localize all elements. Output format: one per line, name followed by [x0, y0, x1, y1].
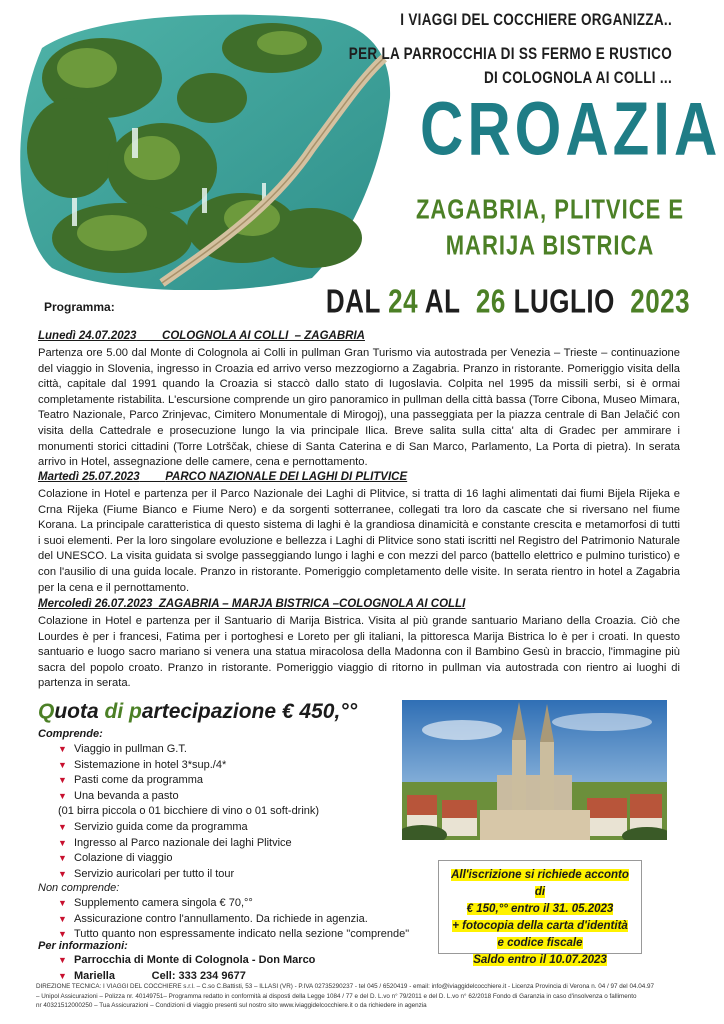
list-item: ▼ Servizio auricolari per tutto il tour: [58, 867, 292, 883]
list-item: ▼ Supplemento camera singola € 70,°°: [58, 896, 409, 912]
info-list: [58, 953, 315, 984]
footer-line: nr 40321512000250 – Tua Assicurazioni – Condizioni di viaggio presenti sul nostro sito www.iviaggidelcocchiere.it o da richiedere in agenzia: [36, 1002, 427, 1010]
list-item: ▼ Mariella Cell: 333 234 9677: [58, 969, 315, 985]
deposit-line: All'iscrizione si richiede acconto di: [451, 869, 629, 898]
comprende-label: Comprende:: [38, 728, 103, 740]
page-title: CROAZIA: [420, 87, 722, 171]
day-heading: Lunedì 24.07.2023 COLOGNOLA AI COLLI – ZAGABRIA: [38, 330, 365, 342]
non-comprende-label: Non comprende:: [38, 882, 120, 894]
subtitle-line-2: MARIJA BISTRICA: [445, 229, 655, 261]
trip-dates: DAL 24 AL 26 LUGLIO 2023: [325, 281, 691, 321]
arrow-bullet-icon: ▼: [58, 853, 67, 864]
footer-legal: [36, 982, 696, 1011]
arrow-bullet-icon: ▼: [58, 775, 67, 786]
list-item: ▼ Tutto quanto non espressamente indicato nella sezione "comprende": [58, 927, 409, 943]
arrow-bullet-icon: ▼: [58, 970, 67, 981]
deposit-notice: [438, 860, 642, 966]
day-heading: Martedì 25.07.2023 PARCO NAZIONALE DEI LAGHI DI PLITVICE: [38, 471, 408, 483]
info-label: Per informazioni:: [38, 940, 128, 952]
arrow-bullet-icon: ▼: [58, 868, 67, 879]
deposit-line: € 150,°° entro il 31. 05.2023: [466, 903, 614, 915]
footer-line: – Unipol Assicurazioni – Polizza nr. 40149751– Programma redatto in conformità ai disposti della Legge 1084 / 77 e del D. L.vo n° 79/2011 e del D. L.vo n° 62/2018 Fondo di Garanzia in caso d'insolvenza o fallimento: [36, 992, 637, 1000]
list-item: ▼ Colazione di viaggio: [58, 851, 292, 867]
day-heading: Mercoledì 26.07.2023 ZAGABRIA – MARJA BISTRICA –COLOGNOLA AI COLLI: [38, 598, 466, 610]
arrow-bullet-icon: ▼: [58, 759, 67, 770]
header-line-2: PER LA PARROCCHIA DI SS FERMO E RUSTICO: [348, 44, 672, 63]
header-line-3: DI COLOGNOLA AI COLLI ...: [484, 68, 672, 87]
subtitle-line-1: ZAGABRIA, PLITVICE E: [415, 193, 685, 225]
list-item: ▼ Pasti come da programma: [58, 773, 226, 789]
non-comprende-list: [58, 896, 409, 943]
plitvice-lakes-photo: [12, 8, 397, 290]
programma-label: Programma:: [44, 300, 115, 314]
arrow-bullet-icon: ▼: [58, 790, 67, 801]
deposit-line: e codice fiscale: [497, 937, 583, 949]
list-item: ▼ Assicurazione contro l'annullamento. Da richiede in agenzia.: [58, 912, 409, 928]
arrow-bullet-icon: ▼: [58, 913, 67, 924]
list-item: ▼ Una bevanda a pasto: [58, 789, 226, 805]
list-item: ▼ Ingresso al Parco nazionale dei laghi Plitvice: [58, 836, 292, 852]
footer-line: DIREZIONE TECNICA: I VIAGGI DEL COCCHIERE s.r.l. – C.so C.Battisti, 53 – ILLASI (VR) - P.IVA 02735290237 - tel 045 / 6520419 - email: info@iviaggidelcocchiere.it - Licenza Provincia di Verona n. 04 / 97 del 04.04.97: [36, 983, 654, 990]
arrow-bullet-icon: ▼: [58, 822, 67, 832]
list-item: ▼ Sistemazione in hotel 3*sup./4*: [58, 758, 226, 774]
price-heading: Quota di partecipazione € 450,°°: [38, 700, 358, 723]
list-item: ▼ Viaggio in pullman G.T.: [58, 742, 226, 758]
header-line-1: I VIAGGI DEL COCCHIERE ORGANIZZA..: [400, 10, 672, 29]
arrow-bullet-icon: ▼: [58, 929, 67, 940]
comprende-list-2: [58, 820, 292, 882]
day-description: Colazione in Hotel e partenza per il Santuario di Marija Bistrica. Visita al più grande santuario Mariano della Croazia. Ciò che Lourdes è per i francesi, Fatima per i portoghesi e Loreto per gli italiani, la pittoresca Marija Bistrica lo è per i croati. In questo santuario e luogo sacro mariano si venera una statua miracolosa della Madonna con il Bambino Gesù in braccio, l'immagine più sacra del popolo croato. Pranzo in ristorante. Pomeriggio viaggio di ritorno in pullman via autostrada con rientro ai luoghi di partenza in serata.: [38, 615, 680, 690]
zagreb-cathedral-photo: [402, 700, 667, 840]
arrow-bullet-icon: ▼: [58, 955, 67, 965]
arrow-bullet-icon: ▼: [58, 837, 67, 848]
day-description: Partenza ore 5.00 dal Monte di Colognola ai Colli in pullman Gran Turismo via autostrada per Venezia – Trieste – continuazione del viaggio in Slovenia, ingresso in Croazia ed arrivo verso mezzogiorno a Zagabria. Pranzo in ristorante. Pomeriggio visita della città, capitale dal 1991 quando la Croazia si staccò dallo stato di Iugoslavia. Colpita nel 1995 da missili serbi, si è ormai completamente ristabilita. L'escursione comprende un giro panoramico in pullman della città bassa (Torre Cibona, Museo Mimara, Teatro Nazionale, Parco Zrinjevac, Cimitero Monumentale di Mirogoj), una passeggiata per la piazza centrale di Ban Jelačić con visita della Cattedrale e prosecuzione lungo la via principale Ilica. Breve salita sulla citta' alta di Gradec per ammirare i monumenti storici cittadini (Torre Lotrščak, chiese di Santa Caterina e di San Marco, Parlamento, La Porta di pietra). In serata arrivo in Hotel, assegnazione delle camere, cena e pernottamento.: [38, 347, 680, 469]
list-item: ▼ Servizio guida come da programma: [58, 820, 292, 836]
comprende-list: [58, 742, 226, 804]
arrow-bullet-icon: ▼: [58, 744, 67, 754]
arrow-bullet-icon: ▼: [58, 898, 67, 908]
deposit-line: + fotocopia della carta d'identità: [452, 920, 628, 932]
bevanda-note: (01 birra piccola o 01 bicchiere di vino o 01 soft-drink): [58, 805, 320, 817]
deposit-line: Saldo entro il 10.07.2023: [473, 954, 607, 966]
day-description: Colazione in Hotel e partenza per il Parco Nazionale dei Laghi di Plitvice, si tratta di 16 laghi alimentati dai fiumi Bijela Rijeka e Crna Rijeka (Fiume Bianco e Fiume Nero) e da sorgenti sotterranee, collegati tra loro da cascate che si riversano nel fiume Korana. La principale caratteristica di questo sistema di laghi è la grandiosa dinamicità e constante crescita e metamorfosi di tutti i suoi elementi. Per la loro singolare evoluzione e bellezza i Laghi di Plitvice sono stati iscritti nel Registro del Patrimonio Naturale del UNESCO. La visita guidata si svolge passeggiando lungo i laghi e con mezzi del parco (battello elettrico e pulmino turistico) e con l'ausilio di una guida locale. Pranzo in ristorante. Pomeriggio completamento delle visite. In serata rientro in hotel a Zagabria per la cena e il pernottamento.: [38, 488, 680, 594]
list-item: ▼ Parrocchia di Monte di Colognola - Don Marco: [58, 953, 315, 969]
